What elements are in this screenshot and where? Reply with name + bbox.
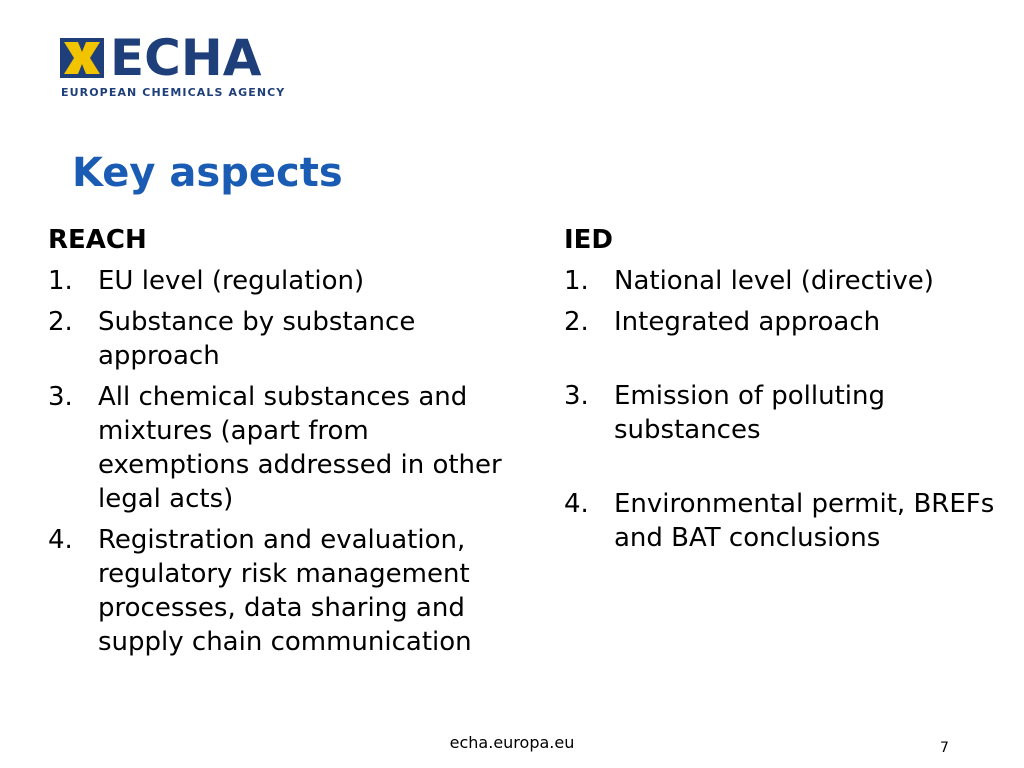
list-item xyxy=(48,523,518,659)
logo-tagline: EUROPEAN CHEMICALS AGENCY xyxy=(61,86,286,99)
logo-wordmark: ECHA xyxy=(110,29,262,87)
echa-logo xyxy=(60,29,300,100)
list-item-text: Integrated approach xyxy=(614,307,881,337)
list-item xyxy=(564,487,1004,555)
reach-list xyxy=(48,264,518,659)
reach-heading: REACH xyxy=(48,225,147,255)
list-item-number: 2. xyxy=(48,307,73,337)
list-item-text: Environmental permit, BREFs and BAT conclusions xyxy=(614,489,995,553)
list-item-text: Registration and evaluation, regulatory risk management processes, data sharing and supply chain communication xyxy=(98,525,472,657)
list-item-number: 4. xyxy=(48,525,73,555)
list-item xyxy=(48,264,518,298)
page-number: 7 xyxy=(940,740,949,756)
list-item-text: All chemical substances and mixtures (apart from exemptions addressed in other legal acts) xyxy=(98,382,502,514)
list-item-text: EU level (regulation) xyxy=(98,266,365,296)
ied-heading: IED xyxy=(564,225,614,255)
list-item xyxy=(564,379,1004,447)
footer-url: echa.europa.eu xyxy=(449,733,575,752)
list-item xyxy=(564,305,1004,339)
list-item-number: 1. xyxy=(564,266,589,296)
ied-list xyxy=(564,264,1004,555)
slide-title: Key aspects xyxy=(72,150,343,196)
list-item-number: 1. xyxy=(48,266,73,296)
list-item xyxy=(48,380,518,516)
list-item-number: 3. xyxy=(48,382,73,412)
list-item xyxy=(48,305,518,373)
list-item-number: 3. xyxy=(564,381,589,411)
list-item-text: National level (directive) xyxy=(614,266,934,296)
echa-logo-mark-icon xyxy=(60,38,104,78)
reach-column xyxy=(48,222,518,666)
list-item-number: 4. xyxy=(564,489,589,519)
ied-column xyxy=(564,222,1004,562)
list-item-text: Emission of polluting substances xyxy=(614,381,886,445)
list-item-text: Substance by substance approach xyxy=(98,307,416,371)
list-item-number: 2. xyxy=(564,307,589,337)
list-item xyxy=(564,264,1004,298)
